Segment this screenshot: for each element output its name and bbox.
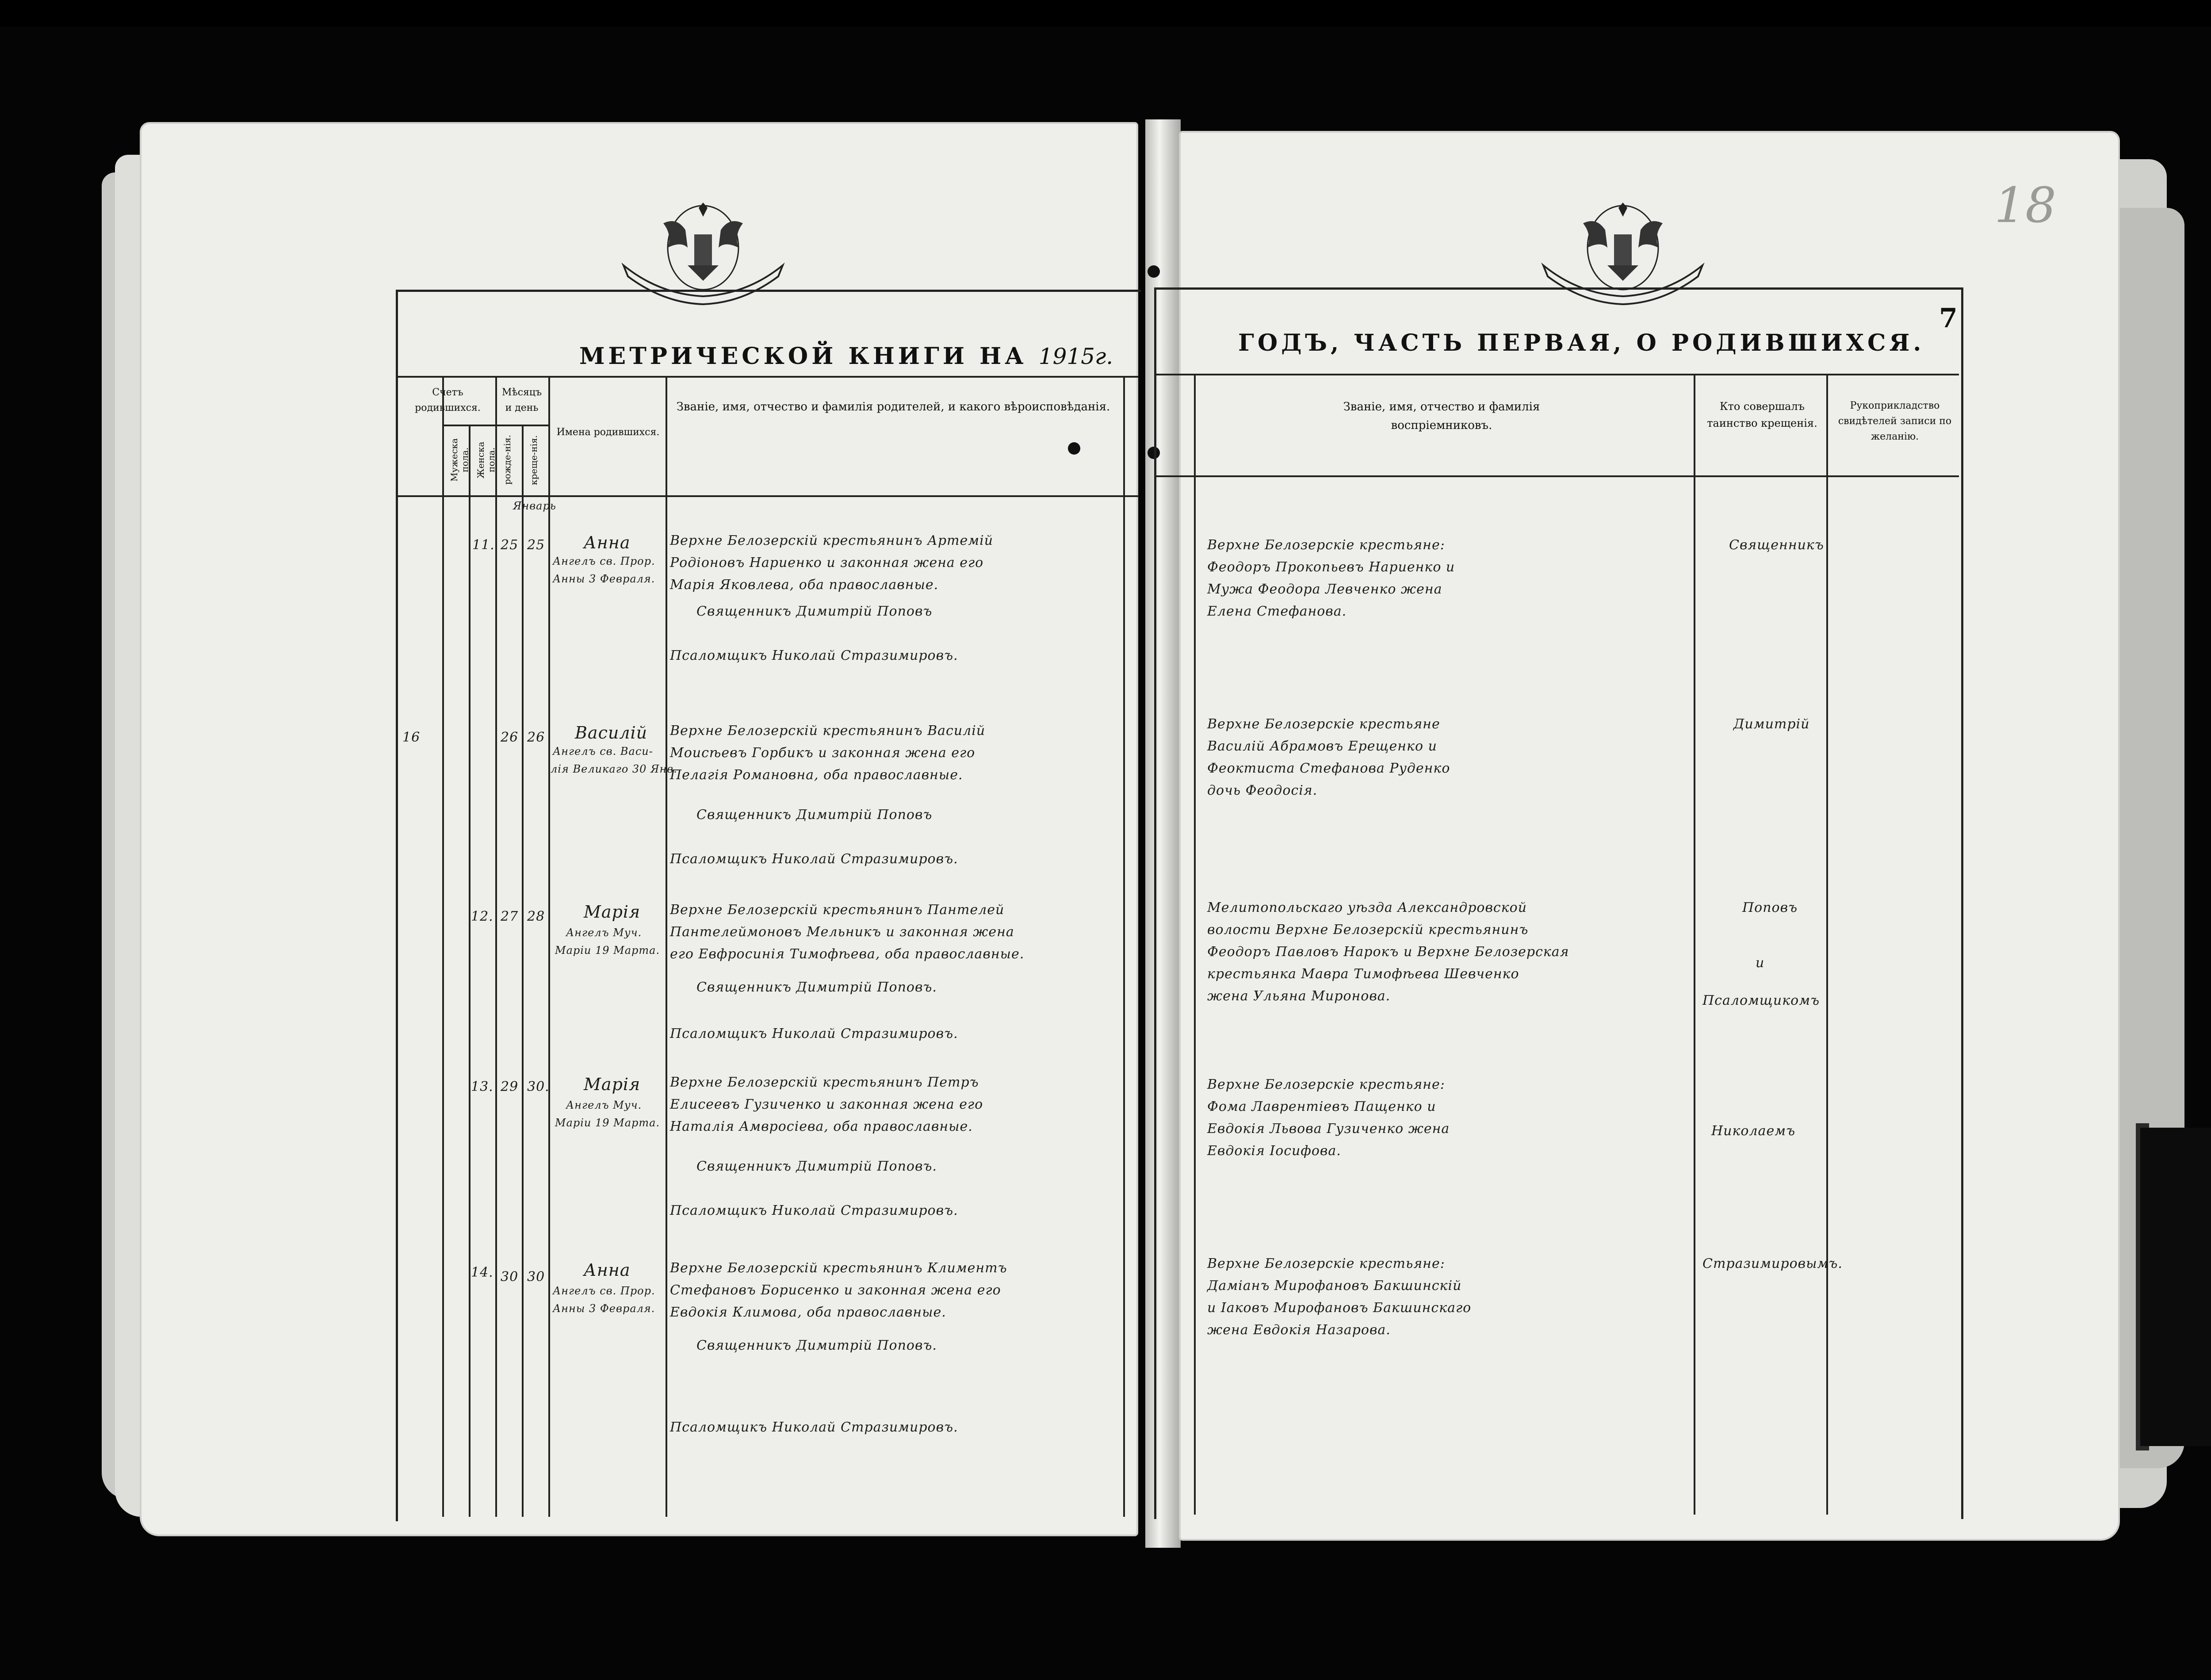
entry-officiant: Псаломщикомъ bbox=[1702, 993, 1820, 1008]
entry-clergy-line: Псаломщикъ Николай Стразимировъ. bbox=[670, 851, 958, 867]
entry-child-name: Анна bbox=[584, 533, 631, 552]
entry-born-day: 25 bbox=[501, 537, 519, 553]
header-parents: Званіе, имя, отчество и фамилія родителей, и какого вѣроисповѣданія. bbox=[676, 400, 1110, 413]
entry-parents-line: Верхне Белозерскій крестьянинъ Василій bbox=[670, 723, 986, 739]
entry-parents-line: Пантелеймоновъ Мельникъ и законная жена bbox=[670, 924, 1014, 940]
entry-officiant: Димитрій bbox=[1733, 716, 1810, 732]
entry-name-note: Анны 3 Февраля. bbox=[553, 573, 655, 585]
entry-godparents-line: Феоктиста Стефанова Руденко bbox=[1207, 761, 1450, 776]
entry-child-name: Марія bbox=[584, 1075, 641, 1094]
entry-godparents-line: Верхне Белозерскіе крестьяне bbox=[1207, 716, 1440, 732]
black-bookmark-tab bbox=[2140, 1128, 2211, 1446]
left-page bbox=[142, 124, 1136, 1535]
entry-clergy-line: Псаломщикъ Николай Стразимировъ. bbox=[670, 1026, 958, 1041]
header-month-day: Мѣсяцъ и день bbox=[501, 387, 542, 414]
entry-godparents-line: Верхне Белозерскіе крестьяне: bbox=[1207, 537, 1445, 553]
entry-godparents-line: Мелитопольскаго уѣзда Александровской bbox=[1207, 900, 1527, 915]
entry-godparents-line: Феодоръ Прокопьевъ Нариенко и bbox=[1207, 559, 1455, 575]
header-male: Мужеска пола. bbox=[449, 438, 470, 482]
entry-born-day: 27 bbox=[501, 909, 519, 924]
entry-parents-line: его Евфросинія Тимофѣева, оба православные. bbox=[670, 946, 1025, 962]
entry-name-note: Ангелъ Муч. bbox=[566, 1099, 642, 1111]
entry-godparents-line: Евдокія Львова Гузиченко жена bbox=[1207, 1121, 1450, 1137]
entry-parents-line: Верхне Белозерскій крестьянинъ Артемій bbox=[670, 533, 994, 548]
header-witnesses: Рукоприкладство свидѣтелей записи по желанію. bbox=[1838, 400, 1952, 443]
entry-female-number: 14. bbox=[471, 1265, 493, 1280]
entry-clergy-line: Священникъ Димитрій Поповъ. bbox=[696, 1338, 937, 1353]
heading-left-text: МЕТРИЧЕСКОЙ КНИГИ НА bbox=[579, 343, 1027, 370]
imperial-eagle-crest-icon bbox=[610, 199, 796, 305]
entry-godparents-line: дочь Феодосія. bbox=[1207, 783, 1318, 798]
subheader-rule bbox=[442, 425, 495, 426]
entry-godparents-line: Верхне Белозерскіе крестьяне: bbox=[1207, 1077, 1445, 1092]
col-divider bbox=[1694, 374, 1695, 1515]
entry-parents-line: Евдокія Климова, оба православные. bbox=[670, 1305, 946, 1320]
header-godparents: Званіе, имя, отчество и фамилія воспріемниковъ. bbox=[1343, 400, 1540, 432]
entry-name-note: Ангелъ св. Васи- bbox=[553, 745, 653, 758]
entry-godparents-line: Евдокія Іосифова. bbox=[1207, 1143, 1341, 1159]
entry-born-day: 26 bbox=[501, 730, 519, 745]
entry-name-note: Ангелъ св. Прор. bbox=[553, 555, 655, 567]
subheader-rule bbox=[495, 425, 548, 426]
entry-baptized-day: 30 bbox=[527, 1269, 545, 1285]
entry-clergy-line: Псаломщикъ Николай Стразимировъ. bbox=[670, 648, 958, 663]
heading-right: ГОДЪ, ЧАСТЬ ПЕРВАЯ, О РОДИВШИХСЯ. bbox=[1238, 329, 1925, 356]
entry-officiant: Николаемъ bbox=[1711, 1123, 1796, 1139]
col-divider bbox=[495, 376, 497, 1517]
entry-born-day: 30 bbox=[501, 1269, 519, 1285]
entry-clergy-line: Псаломщикъ Николай Стразимировъ. bbox=[670, 1420, 958, 1435]
entry-parents-line: Пелагія Романовна, оба православные. bbox=[670, 767, 963, 783]
header-baptized: креще-нія. bbox=[528, 435, 539, 485]
entry-parents-line: Верхне Белозерскій крестьянинъ Пантелей bbox=[670, 902, 1005, 918]
entry-name-note: Анны 3 Февраля. bbox=[553, 1302, 655, 1315]
entry-baptized-day: 30. bbox=[527, 1079, 550, 1094]
col-divider bbox=[1123, 376, 1125, 1517]
entry-officiant: Стразимировымъ. bbox=[1702, 1256, 1843, 1271]
entry-godparents-line: Фома Лаврентіевъ Пащенко и bbox=[1207, 1099, 1436, 1114]
entry-godparents-line: Верхне Белозерскіе крестьяне: bbox=[1207, 1256, 1445, 1271]
entry-baptized-day: 28 bbox=[527, 909, 545, 924]
entry-name-note: Ангелъ св. Прор. bbox=[553, 1285, 655, 1297]
entry-female-number: 11. bbox=[472, 537, 495, 553]
entry-clergy-line: Священникъ Димитрій Поповъ bbox=[696, 807, 933, 823]
entry-godparents-line: Василій Абрамовъ Ерещенко и bbox=[1207, 739, 1437, 754]
entry-godparents-line: Елена Стефанова. bbox=[1207, 604, 1347, 619]
header-officiant: Кто совершалъ таинство крещенія. bbox=[1707, 400, 1817, 430]
entry-godparents-line: жена Евдокія Назарова. bbox=[1207, 1322, 1391, 1338]
month-label: Январь bbox=[513, 500, 556, 512]
entry-godparents-line: крестьянка Мавра Тимофѣева Шевченко bbox=[1207, 966, 1519, 982]
col-divider bbox=[548, 376, 550, 1517]
entry-godparents-line: Феодоръ Павловъ Нарокъ и Верхне Белозерская bbox=[1207, 944, 1569, 960]
col-divider bbox=[1194, 374, 1196, 1515]
entry-female-number: 13. bbox=[471, 1079, 493, 1094]
header-female: Женска пола. bbox=[475, 441, 497, 478]
entry-officiant: и bbox=[1756, 955, 1765, 971]
entry-parents-line: Марія Яковлева, оба православные. bbox=[670, 577, 939, 593]
col-divider bbox=[1826, 374, 1828, 1515]
entry-name-note: Ангелъ Муч. bbox=[566, 926, 642, 939]
header-count: Счетъ родившихся. bbox=[415, 387, 481, 414]
entry-godparents-line: Даміанъ Мирофановъ Бакшинскій bbox=[1207, 1278, 1462, 1293]
entry-parents-line: Моисѣевъ Горбикъ и законная жена его bbox=[670, 745, 975, 761]
entry-clergy-line: Священникъ Димитрій Поповъ. bbox=[696, 980, 937, 995]
entry-baptized-day: 26 bbox=[527, 730, 545, 745]
folio-number: 7 bbox=[1939, 303, 1958, 334]
entry-parents-line: Родіоновъ Нариенко и законная жена его bbox=[670, 555, 984, 570]
entry-parents-line: Елисеевъ Гузиченко и законная жена его bbox=[670, 1097, 983, 1112]
entry-clergy-line: Псаломщикъ Николай Стразимировъ. bbox=[670, 1203, 958, 1218]
entry-name-note: лія Великаго 30 Янв. bbox=[551, 763, 677, 775]
entry-child-name: Марія bbox=[584, 902, 641, 922]
binding-hole bbox=[1068, 442, 1080, 455]
right-header-top-rule bbox=[1156, 374, 1959, 375]
heading-year: 1915г. bbox=[1038, 344, 1113, 369]
scan-border bbox=[0, 0, 2211, 27]
entry-name-note: Маріи 19 Марта. bbox=[555, 944, 660, 957]
left-header-top-rule bbox=[398, 376, 1139, 378]
entry-born-day: 29 bbox=[501, 1079, 519, 1094]
entry-male-number: 16 bbox=[402, 730, 421, 745]
entry-baptized-day: 25 bbox=[527, 537, 545, 553]
entry-godparents-line: жена Ульяна Миронова. bbox=[1207, 988, 1391, 1004]
entry-godparents-line: волости Верхне Белозерскій крестьянинъ bbox=[1207, 922, 1529, 938]
entry-officiant: Поповъ bbox=[1742, 900, 1798, 915]
col-divider bbox=[442, 376, 444, 1517]
entry-clergy-line: Священникъ Димитрій Поповъ. bbox=[696, 1159, 937, 1174]
pencil-page-number: 18 bbox=[1994, 177, 2056, 233]
entry-godparents-line: и Іаковъ Мирофановъ Бакшинскаго bbox=[1207, 1300, 1472, 1316]
right-header-bottom-rule bbox=[1156, 475, 1959, 477]
entry-child-name: Василій bbox=[575, 723, 648, 742]
header-born: рожде-нія. bbox=[502, 435, 513, 485]
entry-clergy-line: Священникъ Димитрій Поповъ bbox=[696, 604, 933, 619]
col-divider bbox=[469, 425, 471, 1517]
entry-parents-line: Верхне Белозерскій крестьянинъ Климентъ bbox=[670, 1260, 1007, 1276]
entry-officiant: Священникъ bbox=[1729, 537, 1824, 553]
col-divider bbox=[666, 376, 667, 1517]
header-names: Имена родившихся. bbox=[556, 427, 660, 438]
entry-parents-line: Наталія Амвросіева, оба православные. bbox=[670, 1119, 973, 1134]
entry-name-note: Маріи 19 Марта. bbox=[555, 1117, 660, 1129]
right-page bbox=[1181, 133, 2118, 1539]
entry-parents-line: Верхне Белозерскій крестьянинъ Петръ bbox=[670, 1075, 979, 1090]
entry-child-name: Анна bbox=[584, 1260, 631, 1280]
binding-hole bbox=[1148, 265, 1160, 278]
ledger-book bbox=[88, 119, 2131, 1548]
entry-parents-line: Стефановъ Борисенко и законная жена его bbox=[670, 1282, 1001, 1298]
entry-godparents-line: Мужа Феодора Левченко жена bbox=[1207, 582, 1442, 597]
entry-female-number: 12. bbox=[471, 909, 493, 924]
col-divider bbox=[522, 425, 524, 1517]
left-header-bottom-rule bbox=[398, 495, 1139, 497]
